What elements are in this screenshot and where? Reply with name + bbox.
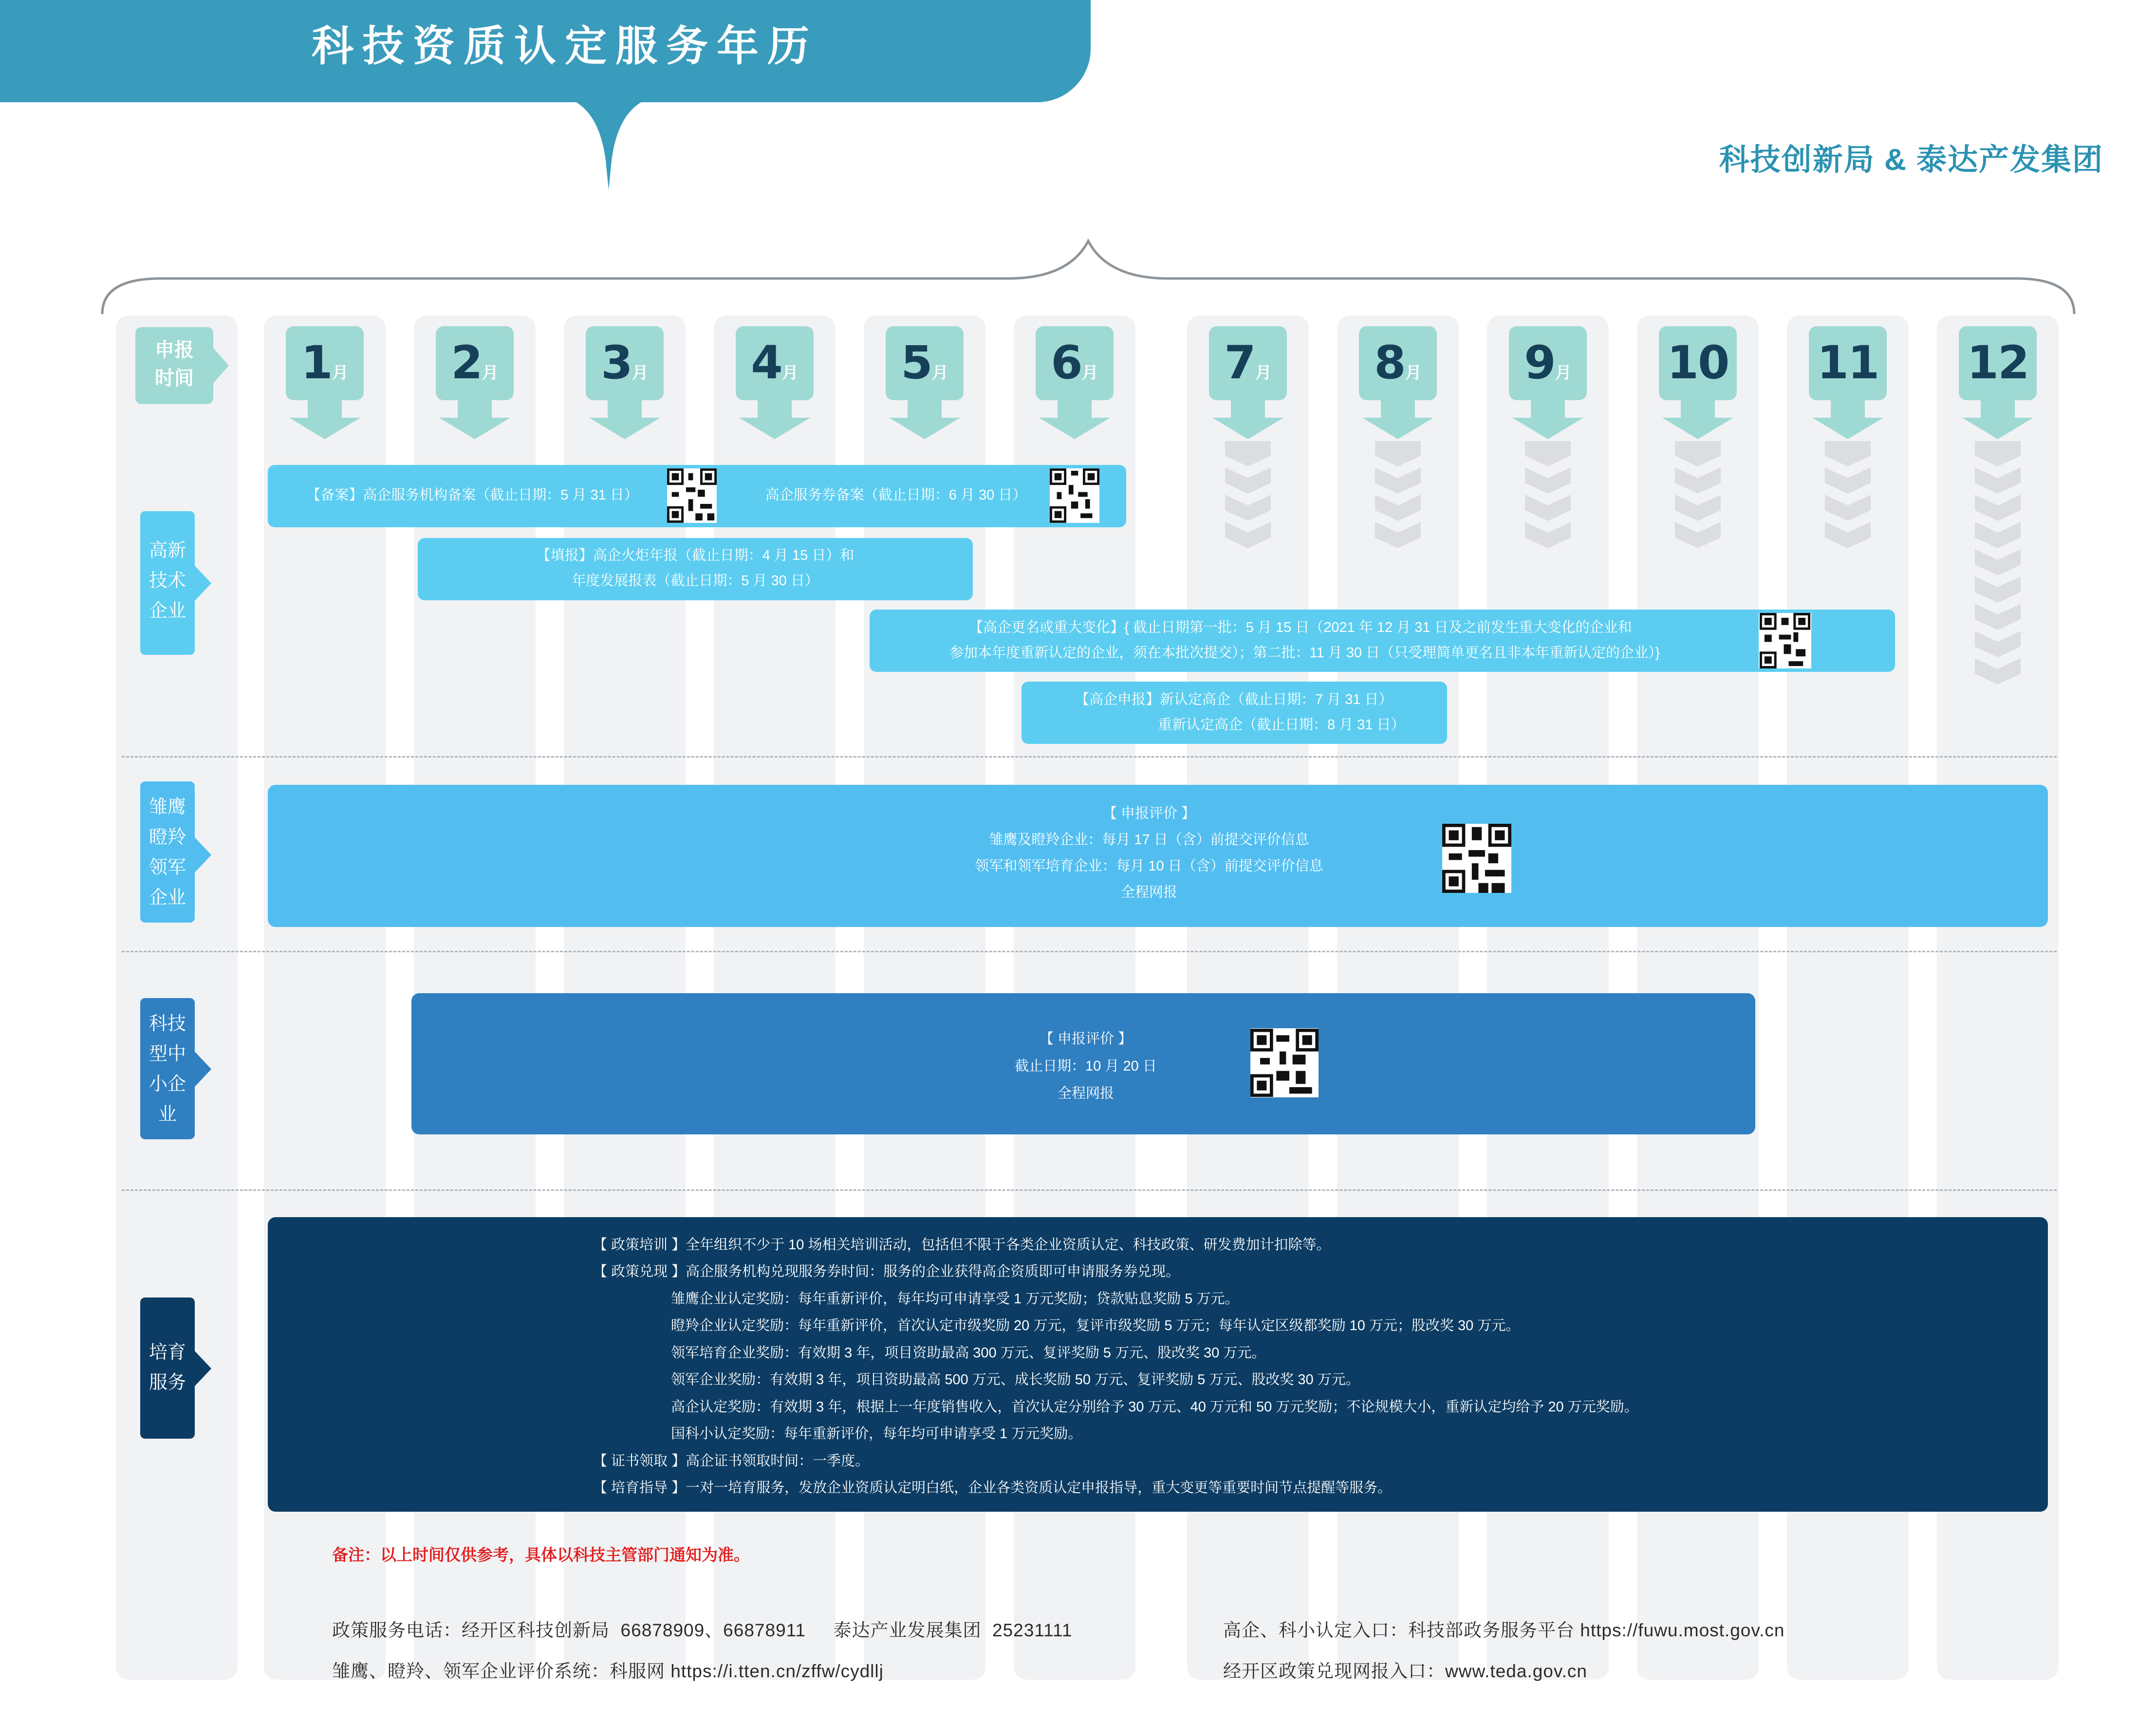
service-line: 领军培育企业奖励：有效期 3 年，项目资助最高 300 万元、复评奖励 5 万元、股改奖 30 万元。 — [671, 1345, 1266, 1361]
qr-code-icon — [667, 468, 717, 523]
time-label: 申报 时间 — [155, 339, 194, 389]
category-service: 培育 服务 — [140, 1297, 195, 1439]
month-box-3: 3月 — [586, 326, 664, 400]
month-box-11: 11 — [1809, 326, 1887, 400]
bar-apply-line2: 重新认定高企（截止日期：8 月 31 日） — [1158, 717, 1405, 733]
note-text: 备注：以上时间仅供参考，具体以科技主管部门通知为准。 — [332, 1546, 750, 1564]
qr-code-icon — [1759, 613, 1811, 668]
month-box-2: 2月 — [436, 326, 514, 400]
eagle-line1: 【 申报评价 】 — [1102, 806, 1196, 821]
category-hightech-arrow — [195, 566, 211, 601]
service-line: 雏鹰企业认定奖励：每年重新评价，每年均可申请享受 1 万元奖励；贷款贴息奖励 5 万元。 — [671, 1291, 1239, 1307]
footer-teda-link[interactable]: 经开区政策兑现网报入口：www.teda.gov.cn — [1223, 1661, 1587, 1681]
page-title: 科技资质认定服务年历 — [312, 23, 818, 70]
footer-phone: 政策服务电话：经开区科技创新局 66878909、66878911 泰达产业发展集团 25231111 — [332, 1620, 1073, 1640]
month-box-8: 8月 — [1359, 326, 1437, 400]
footer-portal-link[interactable]: 高企、科小认定入口：科技部政务服务平台 https://fuwu.most.gov.cn — [1223, 1620, 1785, 1640]
month-box-10: 10 — [1659, 326, 1737, 400]
service-line: 【 政策兑现 】高企服务机构兑现服务券时间：服务的企业获得高企资质即可申请服务券兑现。 — [593, 1264, 1180, 1279]
bar-report-line1: 【填报】高企火炬年报（截止日期：4 月 15 日）和 — [536, 548, 855, 563]
month-box-1: 1月 — [286, 326, 364, 400]
sme-line1: 【 申报评价 】 — [1039, 1031, 1133, 1047]
service-line: 高企认定奖励：有效期 3 年，根据上一年度销售收入，首次认定分别给予 30 万元、40 万元和 50 万元奖励；不论规模大小，重新认定均给予 20 万元奖励。 — [671, 1399, 1638, 1415]
month-box-7: 7月 — [1209, 326, 1287, 400]
month-box-4: 4月 — [736, 326, 814, 400]
month-box-6: 6月 — [1036, 326, 1114, 400]
eagle-line3: 领军和领军培育企业：每月 10 日（含）前提交评价信息 — [975, 858, 1323, 874]
qr-code-icon — [1050, 468, 1099, 523]
qr-code-icon — [1250, 1028, 1319, 1097]
eagle-line4: 全程网报 — [1120, 885, 1177, 900]
category-eagle-arrow — [195, 837, 211, 872]
category-sme: 科技 型中 小企 业 — [140, 998, 195, 1139]
service-line: 瞪羚企业认定奖励：每年重新评价，首次认定市级奖励 20 万元，复评市级奖励 5 万元；每年认定区级都奖励 10 万元；股改奖 30 万元。 — [671, 1318, 1520, 1334]
service-line: 【 政策培训 】全年组织不少于 10 场相关培训活动，包括但不限于各类企业资质认定、科技政策、研发费加计扣除等。 — [593, 1237, 1331, 1253]
divider-3 — [122, 1189, 2057, 1191]
footer-eval-link[interactable]: 雏鹰、瞪羚、领军企业评价系统：科服网 https://i.tten.cn/zffw/cydllj — [332, 1661, 884, 1681]
bar-change-line2: 参加本年度重新认定的企业，须在本批次提交）；第二批：11 月 30 日（只受理简单更名且非本年重新认定的企业）} — [949, 645, 1660, 661]
bar-filing-text-b: 高企服务券备案（截止日期：6 月 30 日） — [765, 487, 1027, 503]
category-eagle: 雏鹰 瞪羚 领军 企业 — [140, 781, 195, 923]
divider-2 — [122, 951, 2057, 952]
sme-line2: 截止日期：10 月 20 日 — [1015, 1058, 1157, 1074]
time-label-arrow — [213, 348, 229, 383]
category-sme-arrow — [195, 1052, 211, 1087]
eagle-line2: 雏鹰及瞪羚企业：每月 17 日（含）前提交评价信息 — [989, 832, 1309, 848]
bar-report-line2: 年度发展报表（截止日期：5 月 30 日） — [572, 573, 819, 589]
month-box-12: 12 — [1959, 326, 2037, 400]
month-box-5: 5月 — [886, 326, 964, 400]
month-arrows — [0, 399, 2156, 721]
service-line: 领军企业奖励：有效期 3 年，项目资助最高 500 万元、成长奖励 50 万元、复评奖励 5 万元、股改奖 30 万元。 — [671, 1372, 1360, 1388]
qr-code-icon — [1442, 824, 1511, 893]
service-line: 【 培育指导 】一对一培育服务，发放企业资质认定明白纸，企业各类资质认定申报指导，重大变更等重要时间节点提醒等服务。 — [593, 1480, 1392, 1496]
header-pointer — [565, 97, 652, 190]
bar-change-line1: 【高企更名或重大变化】{ 截止日期第一批：5 月 15 日（2021 年 12 月 31 日及之前发生重大变化的企业和 — [969, 620, 1632, 635]
service-line: 【 证书领取 】高企证书领取时间：一季度。 — [593, 1453, 870, 1469]
category-hightech: 高新 技术 企业 — [140, 511, 195, 655]
divider-1 — [122, 756, 2057, 758]
timeline-brace — [97, 234, 2079, 316]
service-line: 国科小认定奖励：每年重新评价，每年均可申请享受 1 万元奖励。 — [671, 1426, 1082, 1442]
sme-line3: 全程网报 — [1057, 1086, 1114, 1101]
category-service-arrow — [195, 1351, 211, 1386]
bar-filing-text-a: 【备案】高企服务机构备案（截止日期：5 月 31 日） — [306, 487, 638, 503]
org-name: 科技创新局 & 泰达产发集团 — [1719, 143, 2103, 177]
bar-apply-line1: 【高企申报】新认定高企（截止日期：7 月 31 日） — [1075, 692, 1393, 707]
month-box-9: 9月 — [1509, 326, 1587, 400]
